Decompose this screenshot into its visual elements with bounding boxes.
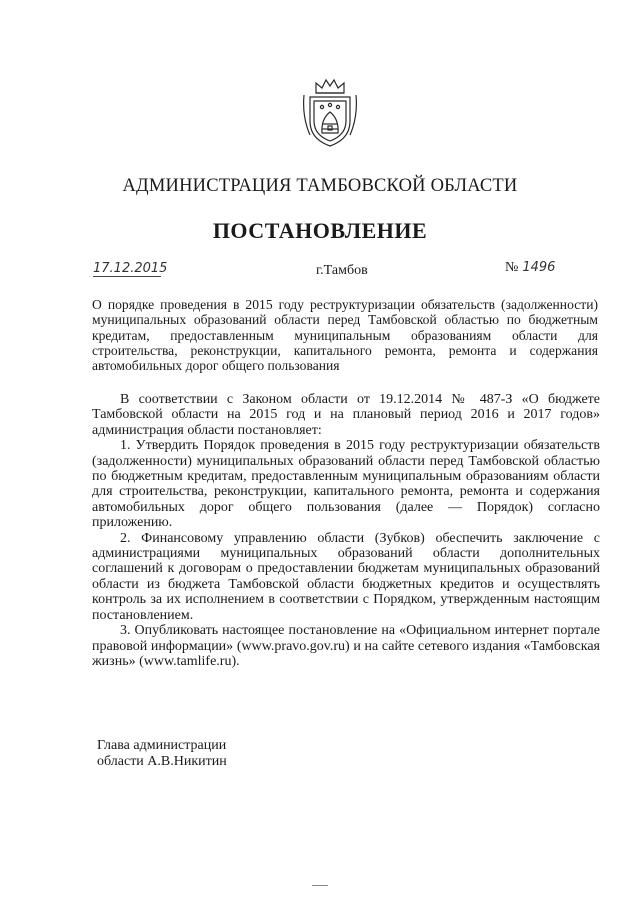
signature-name: области А.В.Никитин — [97, 754, 227, 769]
number-label: № — [505, 260, 519, 275]
document-body — [92, 392, 600, 669]
document-type-title: ПОСТАНОВЛЕНИЕ — [212, 218, 428, 243]
body-item-3: 3. Опубликовать настоящее постановление на «Официальном интернет портале правовой информации» (www.pravo.gov.ru) и на сайте сетевого издания «Тамбовская жизнь» (www.tamlife.ru). — [92, 623, 600, 669]
date-underline — [93, 276, 161, 277]
document-number — [505, 260, 555, 276]
document-city: г.Тамбов — [316, 263, 368, 278]
organization-name: АДМИНИСТРАЦИЯ ТАМБОВСКОЙ ОБЛАСТИ — [122, 176, 518, 196]
coat-of-arms-icon — [300, 77, 360, 149]
body-item-1: 1. Утвердить Порядок проведения в 2015 году реструктуризации обязательств (задолженности) муниципальных образований области перед Тамбовской областью по бюджетным кредитам, предоставленным муниципальным образованиям области для строительства, реконструкции, капитального ремонта, ремонта и содержания автомобильных дорог общего пользования (далее — Порядок) согласно приложению. — [92, 438, 600, 531]
signature-title: Глава администрации — [97, 738, 227, 753]
number-value: 1496 — [522, 260, 556, 275]
body-item-2: 2. Финансовому управлению области (Зубков) обеспечить заключение с администрациями муниципальных образований области дополнительных соглашений к договорам о предоставлении бюджетам муниципальных образований области из бюджета Тамбовской области бюджетных кредитов и осуществлять контроль за их исполнением в соответствии с Порядком, утвержденным настоящим постановлением. — [92, 530, 600, 623]
footer-mark — [312, 885, 328, 886]
document-date: 17.12.2015 — [93, 261, 168, 276]
signature-block — [97, 738, 227, 770]
body-intro: В соответствии с Законом области от 19.12.2014 № 487-З «О бюджете Тамбовской области на 2015 год и на плановый период 2016 и 2017 годов» администрация области постановляет: — [92, 392, 600, 438]
document-subject: О порядке проведения в 2015 году реструктуризации обязательств (задолженности) муниципальных образований области перед Тамбовской областью по бюджетным кредитам, предоставленным муниципальным образованиям области для строительства, реконструкции, капитального ремонта, ремонта и содержания автомобильных дорог общего пользования — [92, 297, 598, 374]
